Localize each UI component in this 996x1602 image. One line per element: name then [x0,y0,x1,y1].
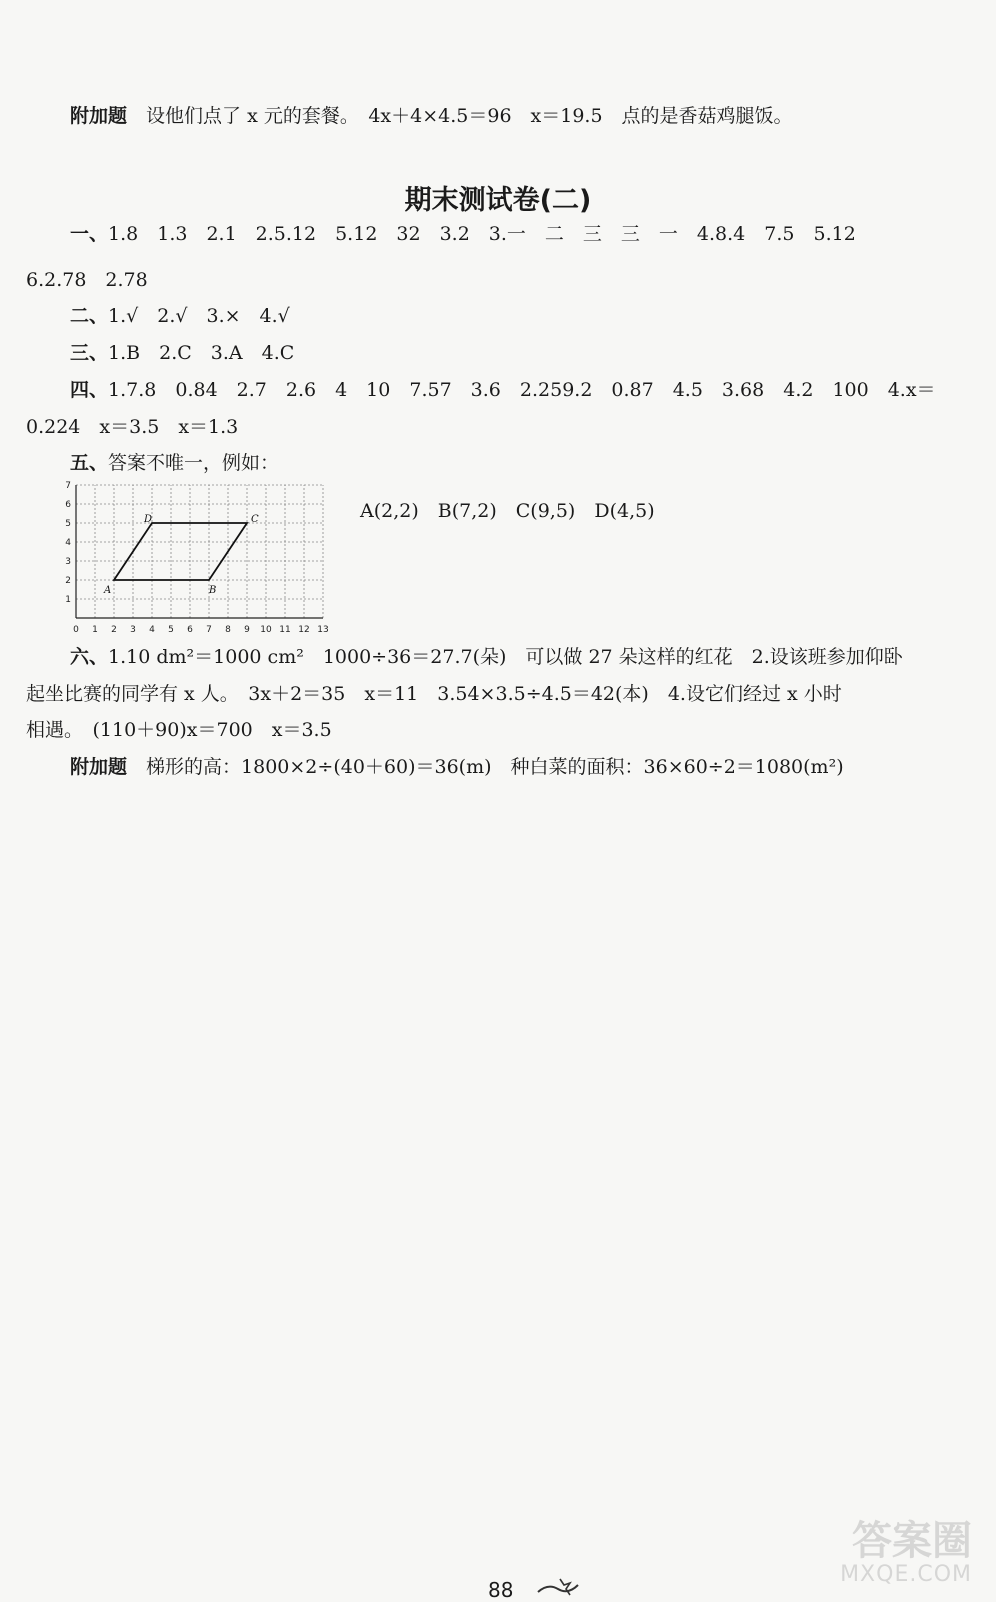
section-4-line-2 [26,415,238,439]
section-3-label: 三、 [70,342,109,364]
page-number: 88 [488,1578,514,1602]
y-tick-label: 7 [65,481,71,491]
section-6-label: 六、 [70,646,109,668]
x-tick-label: 12 [298,625,310,635]
prev-bonus-text: 设他们点了 x 元的套餐。 4x＋4×4.5＝96 x＝19.5 点的是香菇鸡腿饭。 [146,105,793,127]
x-tick-label: 5 [168,625,174,635]
x-tick-label: 7 [206,625,212,635]
watermark-url: MXQE.COM [840,1562,972,1587]
section-2-text: 1.√ 2.√ 3.× 4.√ [108,305,290,327]
section-4-label: 四、 [70,379,109,401]
y-tick-label: 5 [65,519,71,529]
section-6-text-2: 起坐比赛的同学有 x 人。 3x＋2＝35 x＝11 3.54×3.5÷4.5＝42(本) 4.设它们经过 x 小时 [26,683,842,705]
section-6-text-3: 相遇。 (110＋90)x＝700 x＝3.5 [26,719,332,741]
bonus-text: 梯形的高：1800×2÷(40＋60)＝36(m) 种白菜的面积：36×60÷2＝1080(m²) [146,756,844,778]
prev-bonus-line [70,104,793,128]
point-label: A [104,585,112,596]
point-label: D [144,514,153,525]
x-tick-label: 4 [149,625,155,635]
section-5-label: 五、 [70,452,109,474]
x-tick-label: 1 [92,625,98,635]
x-tick-label: 6 [187,625,193,635]
section-1-text-1: 1.8 1.3 2.1 2.5.12 5.12 32 3.2 3.一 二 三 三 一 4.8.4 7.5 5.12 [108,223,856,245]
x-tick-label: 0 [73,625,79,635]
section-5-line [70,451,279,475]
x-tick-label: 11 [279,625,291,635]
page-title: 期末测试卷(二) [404,185,592,216]
section-4-line-1 [70,378,936,402]
bonus-label: 附加题 [70,756,128,778]
y-tick-label: 6 [65,500,71,510]
x-tick-label: 3 [130,625,136,635]
watermark-title: 答案圈 [852,1518,972,1564]
bonus-line [70,755,844,779]
x-tick-label: 10 [260,625,272,635]
section-1-line-2 [26,268,148,292]
section-6-line-1 [70,645,903,669]
section-4-text-2: 0.224 x＝3.5 x＝1.3 [26,416,239,438]
section-3-text: 1.B 2.C 3.A 4.C [108,342,295,364]
y-tick-label: 1 [65,595,71,605]
y-tick-label: 4 [65,538,71,548]
section-5-text: 答案不唯一，例如： [108,452,280,474]
x-tick-label: 13 [317,625,329,635]
section-6-text-1: 1.10 dm²＝1000 cm² 1000÷36＝27.7(朵) 可以做 27 朵这样的红花 2.设该班参加仰卧 [108,646,903,668]
x-tick-label: 2 [111,625,117,635]
section-1-text-2: 6.2.78 2.78 [26,269,148,291]
section-3-line [70,341,294,365]
page-ornament-icon [536,1575,580,1597]
parallelogram-shape [114,523,247,580]
section-2-line [70,304,290,328]
prev-bonus-label: 附加题 [70,105,128,127]
x-tick-label: 9 [244,625,250,635]
section-2-label: 二、 [70,305,109,327]
point-coordinates: A(2,2) B(7,2) C(9,5) D(4,5) [360,500,655,522]
point-label: C [251,514,259,525]
section-1-line-1 [70,222,856,246]
coordinate-grid [62,481,342,638]
y-tick-label: 2 [65,576,71,586]
section-1-label: 一、 [70,223,109,245]
watermark [772,1520,972,1592]
x-tick-label: 8 [225,625,231,635]
point-label: B [209,585,217,596]
y-tick-label: 3 [65,557,71,567]
section-6-line-3 [26,718,332,742]
section-4-text-1: 1.7.8 0.84 2.7 2.6 4 10 7.57 3.6 2.259.2 0.87 4.5 3.68 4.2 100 4.x＝ [108,379,936,401]
section-6-line-2 [26,682,842,706]
